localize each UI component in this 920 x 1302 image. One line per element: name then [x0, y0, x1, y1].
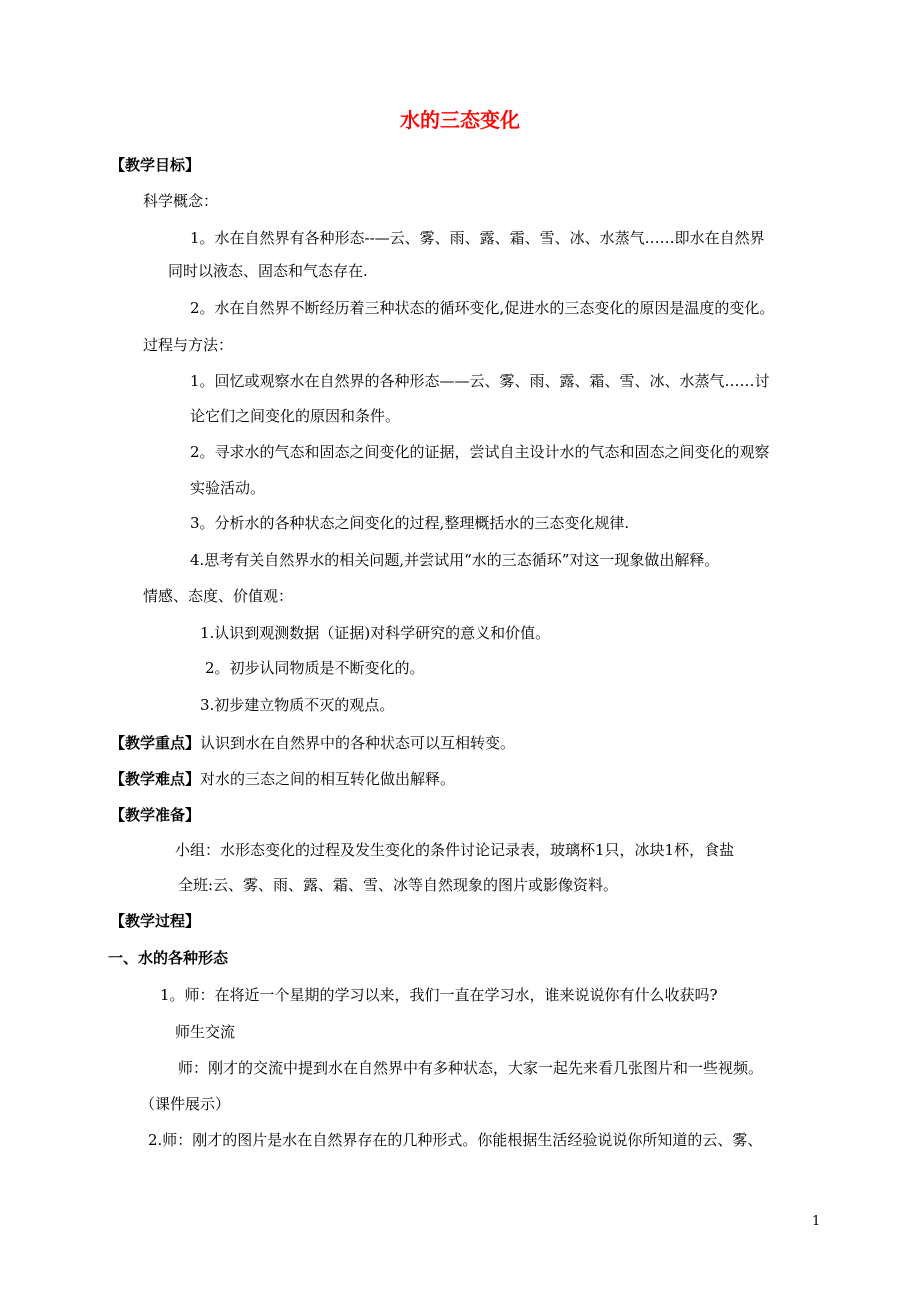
paragraph-line: 1。回忆或观察水在自然界的各种形态——云、雾、雨、露、霜、雪、冰、水蒸气……讨 — [190, 372, 770, 390]
paragraph-line: 小组：水形态变化的过程及发生变化的条件讨论记录表，玻璃杯1只，冰块1杯，食盐 — [175, 841, 735, 859]
subsection-heading: 一、水的各种形态 — [108, 949, 229, 967]
paragraph-line: 1。水在自然界有各种形态--—云、雾、雨、露、霜、雪、冰、水蒸气……即水在自然界 — [190, 229, 765, 247]
paragraph-line: 实验活动。 — [190, 479, 266, 497]
paragraph-line: 3.初步建立物质不灭的观点。 — [200, 696, 395, 714]
paragraph-line: （课件展示） — [140, 1095, 231, 1113]
key-point-text: 认识到水在自然界中的各种状态可以互相转变。 — [200, 734, 516, 752]
paragraph-line: 2。寻求水的气态和固态之间变化的证据，尝试自主设计水的气态和固态之间变化的观察 — [190, 443, 770, 461]
paragraph-line: 1。师：在将近一个星期的学习以来，我们一直在学习水，谁来说说你有什么收获吗? — [160, 986, 718, 1004]
paragraph-line: 2.师：刚才的图片是水在自然界存在的几种形式。你能根据生活经验说说你所知道的云、雾、 — [148, 1131, 763, 1149]
section-heading-process: 【教学过程】 — [110, 912, 201, 930]
paragraph-line: 论它们之间变化的原因和条件。 — [190, 407, 401, 425]
section-heading-difficulty: 【教学难点】 — [110, 770, 201, 788]
difficulty-line — [110, 770, 455, 788]
paragraph-line: 全班:云、雾、雨、露、霜、雪、冰等自然现象的图片或影像资料。 — [178, 876, 619, 894]
key-point-line — [110, 734, 515, 752]
subheading-emotion: 情感、态度、价值观： — [143, 587, 294, 605]
paragraph-line: 3。分析水的各种状态之间变化的过程,整理概括水的三态变化规律. — [190, 514, 630, 532]
paragraph-line: 1.认识到观测数据（证据)对科学研究的意义和价值。 — [200, 624, 551, 642]
difficulty-text: 对水的三态之间的相互转化做出解释。 — [200, 770, 456, 788]
paragraph-line: 2。水在自然界不断经历着三种状态的循环变化,促进水的三态变化的原因是温度的变化。 — [190, 299, 775, 317]
section-heading-objectives: 【教学目标】 — [110, 156, 201, 174]
section-heading-key-point: 【教学重点】 — [110, 734, 201, 752]
paragraph-line: 同时以液态、固态和气态存在. — [168, 262, 368, 280]
page-number: 1 — [812, 1214, 821, 1229]
paragraph-line: 4.思考有关自然界水的相关问题,并尝试用“水的三态循环”对这一现象做出解释。 — [190, 551, 720, 569]
paragraph-line: 2。初步认同物质是不断变化的。 — [205, 659, 425, 677]
paragraph-line: 师生交流 — [175, 1023, 236, 1041]
paragraph-line: 师：刚才的交流中提到水在自然界中有多种状态，大家一起先来看几张图片和一些视频。 — [178, 1059, 764, 1077]
subheading-process-method: 过程与方法： — [143, 336, 234, 354]
document-title: 水的三态变化 — [400, 108, 520, 132]
subheading-science-concept: 科学概念： — [143, 192, 219, 210]
section-heading-preparation: 【教学准备】 — [110, 806, 201, 824]
